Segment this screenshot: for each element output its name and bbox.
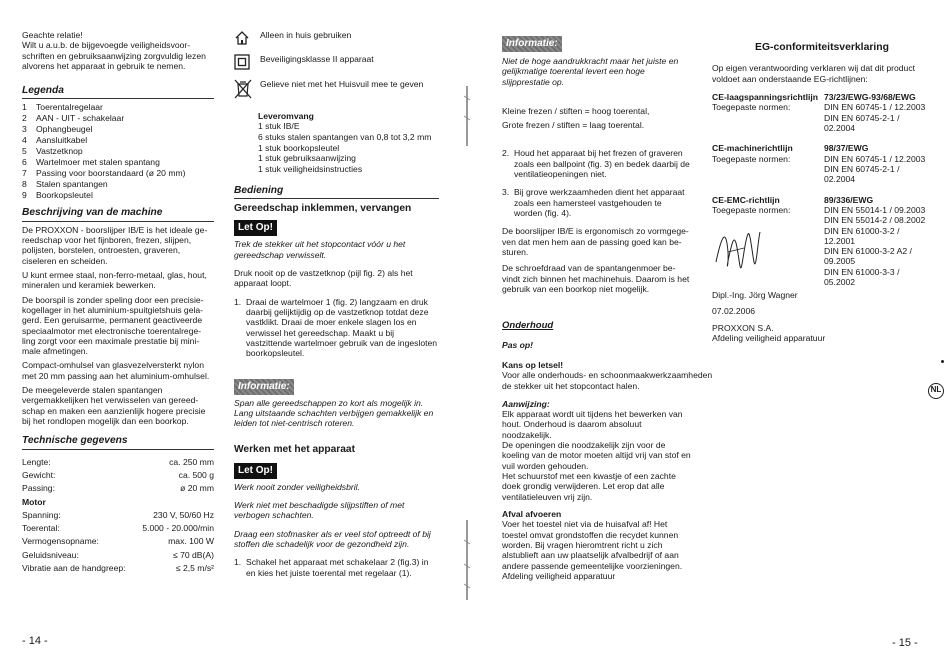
beschrijving-paragraph: Compact-omhulsel van glasvezelversterkt nylon met 20 mm passing aan het aluminium-omhulsel. bbox=[22, 360, 210, 381]
leveromvang-item: 1 stuk veiligheidsinstructies bbox=[258, 164, 363, 175]
norm-item: DIN EN 61000-3-3 / 05.2002 bbox=[824, 266, 900, 288]
beschrijving-paragraph: U kunt ermee staal, non-ferro-metaal, glas, hout, mineralen und keramiek bewerken. bbox=[22, 269, 207, 291]
step-text: Bij grove werkzaamheden dient het apparaat zoals een hamersteel vastgehouden te worden (fig. 4). bbox=[514, 187, 685, 218]
legenda-item bbox=[22, 157, 214, 168]
leveromvang-item: 1 stuk boorkopsleutel bbox=[258, 142, 340, 153]
signer-name: Dipl.-Ing. Jörg Wagner bbox=[712, 290, 798, 300]
directive-right bbox=[824, 143, 932, 184]
legenda-label: Toerentalregelaar bbox=[36, 102, 103, 113]
legenda-item bbox=[22, 113, 214, 124]
norm-item: DIN EN 60745-2-1 / 02.2004 bbox=[824, 163, 900, 185]
kans-text: Voor alle onderhouds- en schoonmaakwerkzaamheden de stekker uit het stopcontact halen. bbox=[502, 370, 713, 391]
warning-glasses: Werk nooit zonder veiligheidsbril. bbox=[234, 481, 360, 492]
directive-left bbox=[712, 92, 824, 133]
conformity-intro: Op eigen verantwoording verklaren wij dat dit product voldoet aan onderstaande EG-richtlijnen: bbox=[712, 63, 916, 84]
tech-value: ø 20 mm bbox=[180, 483, 214, 494]
bediening-heading: Bediening bbox=[234, 185, 439, 199]
onderhoud-heading: Onderhoud bbox=[502, 320, 554, 332]
leveromvang-item: 1 stuk IB/E bbox=[258, 121, 300, 132]
directive-code: 98/37/EWG bbox=[824, 143, 869, 154]
legenda-label: Passing voor boorstandaard (ø 20 mm) bbox=[36, 168, 186, 179]
legenda-heading: Legenda bbox=[22, 85, 214, 99]
warning-unplug: Trek de stekker uit het stopcontact vóór u het gereedschap verwisselt. bbox=[234, 239, 406, 260]
legenda-number: 8 bbox=[22, 179, 27, 190]
step-text: Houd het apparaat bij het frezen of graveren zoals een ballpoint (fig. 3) en bedek daarbij de ventilatieopeningen niet. bbox=[514, 148, 690, 180]
binding-shadow-bottom bbox=[462, 520, 472, 600]
tech-value: ≤ 2,5 m/s² bbox=[175, 563, 214, 574]
tech-row bbox=[22, 535, 214, 548]
step-switch bbox=[234, 557, 439, 578]
page-number-right: - 15 - bbox=[892, 637, 918, 649]
department: Afdeling veiligheid apparatuur bbox=[712, 332, 826, 343]
warning-dust: Draag een stofmasker als er veel stof optreedt of bij stoffen die schadelijk voor de gezondheid zijn. bbox=[234, 528, 431, 549]
leveromvang-item: 6 stuks stalen spantangen van 0,8 tot 3,2 mm bbox=[258, 131, 432, 142]
legenda-number: 9 bbox=[22, 190, 27, 201]
page-number-left: - 14 - bbox=[22, 635, 48, 647]
aanwijzing-text: Elk apparaat wordt uit tijdens het bewerken van hout. Onderhoud is daarom absoluut noodzakelijk. De openingen die noodzakelijk zijn voor de koeling van de motor moeten altijd vrij van stof en vuil worden gehouden. Het schuurstof met een kwastje of een zachte doek grondig verwijderen. Let erop dat alle ventilatieleuven vrij zijn. bbox=[502, 409, 691, 502]
tech-value: ca. 250 mm bbox=[169, 456, 214, 467]
symbol-row bbox=[234, 54, 439, 72]
legenda-number: 3 bbox=[22, 124, 27, 135]
norm-item: DIN EN 55014-2 / 08.2002 bbox=[824, 215, 926, 226]
dot-mark bbox=[941, 360, 944, 363]
schroefdraad-text: De schroefdraad van de spantangenmoer be-vindt zich binnen het machinehuis. Daarom is het gebruik van een boorkop niet mogelijk. bbox=[502, 263, 690, 294]
conformity-title: EG-conformiteitsverklaring bbox=[755, 42, 889, 53]
middle-column bbox=[234, 30, 439, 578]
signer-block bbox=[712, 290, 932, 343]
directive-name: CE-machinerichtlijn bbox=[712, 143, 793, 154]
informatie-badge-right: Informatie: bbox=[502, 36, 562, 52]
directive-block bbox=[712, 92, 932, 133]
directive-code: 89/336/EWG bbox=[824, 194, 874, 205]
tech-key: Lengte: bbox=[22, 456, 51, 467]
beschrijving-paragraph: De boorspil is zonder speling door een precisie-kogellager in het aluminium-spuitgietshuis gela-gerd. Een geruisarme, permanent geactiveerde speciaalmotor met electronische toerentalrege-ling zorgt voor een maximale prestatie bij mini-male afmetingen. bbox=[22, 294, 204, 357]
legenda-item bbox=[22, 168, 214, 179]
tech-value: 230 V, 50/60 Hz bbox=[153, 509, 214, 520]
step-number: 2. bbox=[502, 148, 510, 159]
informatie-text-right: Niet de hoge aandrukkracht maar het juiste en gelijkmatige toerental levert een hoge slijpprestatie op. bbox=[502, 56, 679, 87]
legenda-label: Wartelmoer met stalen spantang bbox=[36, 157, 160, 168]
norms-label: Toegepaste normen: bbox=[712, 153, 791, 164]
tech-value: max. 100 W bbox=[168, 536, 214, 547]
step-number: 1. bbox=[234, 557, 242, 568]
directive-block bbox=[712, 143, 932, 184]
symbol-row bbox=[234, 30, 439, 48]
right-column-1 bbox=[502, 36, 713, 581]
tech-key: Geluidsniveau: bbox=[22, 549, 79, 560]
intro-text: Geachte relatie! Wilt u a.u.b. de bijgevoegde veiligheidsvoor-schriften en gebruiksaanwijzing zorgvuldig lezen alvorens het apparaat in gebruik te nemen. bbox=[22, 30, 206, 71]
tech-value: ≤ 70 dB(A) bbox=[172, 549, 214, 560]
legenda-item bbox=[22, 190, 214, 201]
legenda-item bbox=[22, 179, 214, 190]
leveromvang-item: 1 stuk gebruiksaanwijzing bbox=[258, 153, 356, 164]
legenda-item bbox=[22, 146, 214, 157]
legenda-number: 2 bbox=[22, 113, 27, 124]
legenda-label: Vastzetknop bbox=[36, 146, 83, 157]
legenda-list bbox=[22, 102, 214, 201]
werken-heading: Werken met het apparaat bbox=[234, 444, 355, 456]
tech-row bbox=[22, 469, 214, 482]
tech-key: Gewicht: bbox=[22, 469, 56, 480]
steps-list bbox=[502, 148, 692, 218]
tech-value: 5.000 - 20.000/min bbox=[142, 523, 214, 534]
speed-note: Kleine frezen / stiften = hoog toerental, Grote frezen / stiften = laag toerental. bbox=[502, 105, 650, 130]
let-op-badge: Let Op! bbox=[234, 220, 277, 236]
legenda-number: 7 bbox=[22, 168, 27, 179]
step-item bbox=[502, 148, 692, 179]
directive-right bbox=[824, 92, 932, 133]
house-icon bbox=[234, 30, 252, 48]
binding-shadow-top bbox=[462, 86, 472, 146]
tech-row bbox=[22, 549, 214, 562]
legenda-number: 1 bbox=[22, 102, 27, 113]
beschrijving-body bbox=[22, 225, 214, 427]
tech-row bbox=[22, 509, 214, 522]
legenda-label: Boorkopsleutel bbox=[36, 190, 93, 201]
company-name: PROXXON S.A. bbox=[712, 322, 774, 333]
tech-key: Spanning: bbox=[22, 509, 61, 520]
tech-heading: Technische gegevens bbox=[22, 435, 214, 449]
step-number: 3. bbox=[502, 187, 510, 198]
beschrijving-paragraph: De PROXXON - boorslijper IB/E is het ideale ge-reedschap voor het fijnboren, frezen, slijpen, polijsten, borstelen, ontroesten, graveren, ciseleren en scheiden. bbox=[22, 224, 208, 266]
norm-item: DIN EN 61000-3-2 A2 / 09.2005 bbox=[824, 246, 912, 267]
legenda-number: 5 bbox=[22, 146, 27, 157]
norms-label: Toegepaste normen: bbox=[712, 102, 791, 113]
directive-left bbox=[712, 143, 824, 184]
norms-label: Toegepaste normen: bbox=[712, 204, 791, 215]
legenda-label: Ophangbeugel bbox=[36, 124, 93, 135]
tech-table-general bbox=[22, 456, 214, 496]
beschrijving-paragraph: De meegeleverde stalen spantangen vergemakkelijken het verwisselen van gereed-schap en maken een aanzienlijk hogere precisie bij het rondlopen mogelijk dan een boorkop. bbox=[22, 385, 206, 427]
leveromvang-heading: Leveromvang bbox=[258, 110, 314, 121]
informatie-badge: Informatie: bbox=[234, 379, 294, 395]
aanwijzing-heading: Aanwijzing: bbox=[502, 398, 550, 409]
step-text: Schakel het apparaat met schakelaar 2 (fig.3) in en kies het juiste toerental met regelaar (1). bbox=[246, 557, 429, 578]
tech-table-motor bbox=[22, 509, 214, 576]
beschrijving-heading: Beschrijving van de machine bbox=[22, 207, 214, 221]
tech-key: Toerental: bbox=[22, 523, 60, 534]
step-number: 1. bbox=[234, 296, 242, 307]
step-text: Draai de wartelmoer 1 (fig. 2) langzaam en druk daarbij gelijktijdig op de vastzetknop totdat deze vastklikt. Draai de moer enkele slagen los en verwissel het gereedschap. Maakt u bij vastzittende wartelmoer gebruik van de ingesloten boorkopsleutel. bbox=[246, 296, 438, 359]
motor-heading: Motor bbox=[22, 496, 46, 507]
legenda-label: Aansluitkabel bbox=[36, 135, 88, 146]
symbol-row bbox=[234, 79, 439, 101]
tech-row bbox=[22, 456, 214, 469]
tech-row bbox=[22, 482, 214, 495]
afval-heading: Afval afvoeren bbox=[502, 508, 562, 519]
tech-row bbox=[22, 562, 214, 575]
left-column bbox=[22, 30, 214, 575]
tech-key: Passing: bbox=[22, 483, 55, 494]
let-op-badge-2: Let Op! bbox=[234, 463, 277, 479]
directive-right bbox=[824, 195, 932, 288]
directive-name: CE-EMC-richtlijn bbox=[712, 194, 780, 205]
norm-item: DIN EN 61000-3-2 / 12.2001 bbox=[824, 225, 900, 246]
pas-op-label: Pas op! bbox=[502, 339, 534, 350]
vastzet-note: Druk nooit op de vastzetknop (pijl fig. 2) als het apparaat loopt. bbox=[234, 268, 413, 289]
step-item bbox=[502, 187, 692, 218]
legenda-number: 4 bbox=[22, 135, 27, 146]
legenda-item bbox=[22, 135, 214, 146]
informatie-text: Span alle gereedschappen zo kort als mogelijk in. Lang uitstaande schachten verbijgen gemakkelijk en leiden tot niet-centrisch roteren. bbox=[234, 397, 434, 429]
afval-text: Voer het toestel niet via de huisafval af! Het toestel omvat grondstoffen die recydet kunnen worden. Bij vragen hieromtrent richt u zich alstublieft aan uw plaatselijk afvalbedrijf of aan andere passende gemeentelijke voorzieningen. Afdeling veiligheid apparatuur bbox=[502, 519, 683, 581]
signature-date: 07.02.2006 bbox=[712, 306, 756, 317]
norm-item: DIN EN 55014-1 / 09.2003 bbox=[824, 204, 926, 215]
tech-key: Vermogensopname: bbox=[22, 536, 99, 547]
directive-name: CE-laagspanningsrichtlijn bbox=[712, 92, 819, 103]
legenda-label: AAN - UIT - schakelaar bbox=[36, 113, 125, 124]
norm-item: DIN EN 60745-2-1 / 02.2004 bbox=[824, 112, 900, 134]
norm-item: DIN EN 60745-1 / 12.2003 bbox=[824, 153, 926, 164]
tech-row bbox=[22, 522, 214, 535]
class-ii-icon bbox=[234, 54, 252, 72]
symbol-text: Alleen in huis gebruiken bbox=[260, 30, 352, 40]
ergonomie-text: De boorslijper IB/E is ergonomisch zo vormgege-ven dat men hem aan de passing goed kan be-sturen. bbox=[502, 226, 689, 257]
crossed-bin-icon bbox=[234, 79, 252, 101]
directive-code: 73/23/EWG-93/68/EWG bbox=[824, 92, 916, 103]
leveromvang-list bbox=[258, 121, 439, 175]
kans-heading: Kans op letsel! bbox=[502, 359, 564, 370]
norm-item: DIN EN 60745-1 / 12.2003 bbox=[824, 102, 926, 113]
legenda-label: Stalen spantangen bbox=[36, 179, 108, 190]
warning-damaged: Werk niet met beschadigde slijpstiften of met verbogen schachten. bbox=[234, 500, 405, 521]
symbol-list bbox=[234, 30, 439, 101]
legenda-item bbox=[22, 102, 214, 113]
symbol-text: Beveiligingsklasse II apparaat bbox=[260, 54, 374, 65]
step-1 bbox=[234, 297, 439, 359]
legenda-number: 6 bbox=[22, 157, 27, 168]
tech-value: ca. 500 g bbox=[178, 469, 214, 480]
language-badge: NL bbox=[928, 383, 944, 399]
signature bbox=[708, 222, 768, 286]
tech-key: Vibratie aan de handgreep: bbox=[22, 563, 126, 574]
legenda-item bbox=[22, 124, 214, 135]
gereedschap-heading: Gereedschap inklemmen, vervangen bbox=[234, 203, 412, 215]
symbol-text: Gelieve niet met het Huisvuil mee te geven bbox=[260, 78, 424, 89]
